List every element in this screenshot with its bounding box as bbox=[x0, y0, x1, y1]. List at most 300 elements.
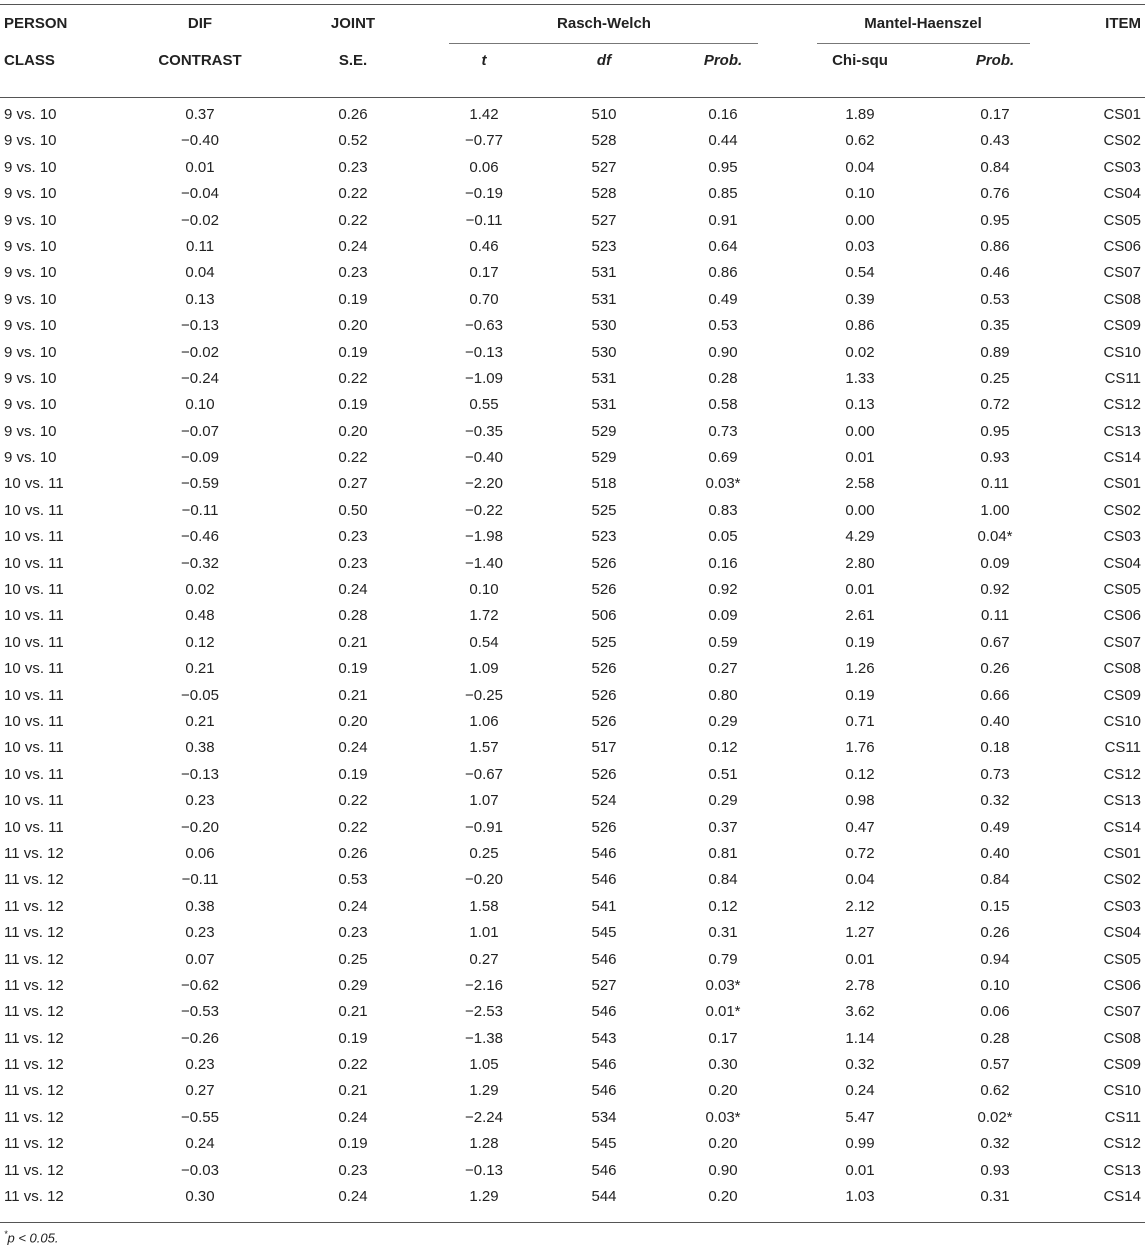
cell-prob-mh: 0.95 bbox=[980, 422, 1010, 440]
cell-prob-mh: 0.93 bbox=[980, 449, 1010, 467]
cell-chi-squ: 0.03 bbox=[845, 237, 875, 255]
cell-t: 1.09 bbox=[469, 660, 499, 678]
table-row bbox=[0, 1184, 1145, 1210]
cell-prob-rw: 0.85 bbox=[708, 185, 738, 203]
cell-item: CS04 bbox=[1103, 924, 1141, 942]
cell-dif-contrast: 0.01 bbox=[185, 158, 215, 176]
cell-prob-rw: 0.49 bbox=[708, 290, 738, 308]
table-row bbox=[0, 1026, 1145, 1052]
cell-prob-mh: 0.57 bbox=[980, 1056, 1010, 1074]
cell-t: −0.91 bbox=[465, 818, 503, 836]
cell-df: 524 bbox=[591, 792, 617, 810]
cell-joint-se: 0.21 bbox=[338, 1003, 368, 1021]
cell-dif-contrast: −0.20 bbox=[181, 818, 219, 836]
cell-prob-mh: 0.46 bbox=[980, 264, 1010, 282]
header-dif: DIF bbox=[187, 15, 213, 32]
cell-item: CS04 bbox=[1103, 185, 1141, 203]
cell-person-class: 11 vs. 12 bbox=[4, 1029, 64, 1047]
cell-df: 546 bbox=[591, 1056, 617, 1074]
cell-df: 526 bbox=[591, 554, 617, 572]
cell-df: 526 bbox=[591, 686, 617, 704]
cell-chi-squ: 0.01 bbox=[845, 1161, 875, 1179]
cell-df: 545 bbox=[591, 1135, 617, 1153]
table-row bbox=[0, 577, 1145, 603]
cell-joint-se: 0.24 bbox=[338, 1188, 368, 1206]
cell-df: 527 bbox=[591, 158, 617, 176]
cell-df: 525 bbox=[591, 633, 617, 651]
cell-prob-rw: 0.12 bbox=[708, 897, 738, 915]
cell-prob-rw: 0.01* bbox=[705, 1003, 741, 1021]
cell-joint-se: 0.19 bbox=[338, 396, 368, 414]
cell-person-class: 9 vs. 10 bbox=[4, 369, 57, 387]
cell-person-class: 10 vs. 11 bbox=[4, 607, 64, 625]
cell-item: CS13 bbox=[1103, 1161, 1141, 1179]
cell-person-class: 11 vs. 12 bbox=[4, 1082, 64, 1100]
cell-prob-rw: 0.59 bbox=[708, 633, 738, 651]
table-row bbox=[0, 155, 1145, 181]
cell-df: 546 bbox=[591, 1003, 617, 1021]
cell-t: −1.98 bbox=[465, 528, 503, 546]
cell-dif-contrast: −0.04 bbox=[181, 185, 219, 203]
cell-t: 0.10 bbox=[469, 581, 499, 599]
cell-item: CS04 bbox=[1103, 554, 1141, 572]
cell-prob-rw: 0.91 bbox=[708, 211, 738, 229]
cell-prob-mh: 0.26 bbox=[980, 660, 1010, 678]
cell-t: 1.28 bbox=[469, 1135, 499, 1153]
table-row bbox=[0, 1052, 1145, 1078]
cell-chi-squ: 3.62 bbox=[845, 1003, 875, 1021]
cell-joint-se: 0.22 bbox=[338, 792, 368, 810]
cell-item: CS05 bbox=[1103, 581, 1141, 599]
cell-person-class: 11 vs. 12 bbox=[4, 976, 64, 994]
table-row bbox=[0, 471, 1145, 497]
cell-joint-se: 0.29 bbox=[338, 976, 368, 994]
cell-prob-mh: 0.84 bbox=[980, 158, 1010, 176]
cell-prob-mh: 0.76 bbox=[980, 185, 1010, 203]
cell-prob-rw: 0.16 bbox=[708, 554, 738, 572]
cell-df: 526 bbox=[591, 818, 617, 836]
table-row bbox=[0, 445, 1145, 471]
cell-prob-mh: 0.32 bbox=[980, 792, 1010, 810]
cell-prob-rw: 0.09 bbox=[708, 607, 738, 625]
cell-prob-mh: 0.67 bbox=[980, 633, 1010, 651]
cell-dif-contrast: −0.05 bbox=[181, 686, 219, 704]
cell-person-class: 10 vs. 11 bbox=[4, 660, 64, 678]
cell-prob-mh: 0.62 bbox=[980, 1082, 1010, 1100]
cell-chi-squ: 0.19 bbox=[845, 686, 875, 704]
cell-person-class: 10 vs. 11 bbox=[4, 712, 64, 730]
cell-dif-contrast: 0.38 bbox=[185, 739, 215, 757]
cell-dif-contrast: −0.53 bbox=[181, 1003, 219, 1021]
cell-person-class: 9 vs. 10 bbox=[4, 343, 57, 361]
cell-dif-contrast: −0.11 bbox=[181, 501, 219, 519]
cell-chi-squ: 0.04 bbox=[845, 871, 875, 889]
cell-t: 0.17 bbox=[469, 264, 499, 282]
table-row bbox=[0, 1105, 1145, 1131]
cell-dif-contrast: −0.40 bbox=[181, 132, 219, 150]
cell-prob-rw: 0.27 bbox=[708, 660, 738, 678]
cell-df: 526 bbox=[591, 765, 617, 783]
cell-item: CS06 bbox=[1103, 976, 1141, 994]
cell-joint-se: 0.22 bbox=[338, 185, 368, 203]
cell-joint-se: 0.50 bbox=[338, 501, 368, 519]
table-row bbox=[0, 841, 1145, 867]
table-row bbox=[0, 551, 1145, 577]
cell-joint-se: 0.22 bbox=[338, 818, 368, 836]
table-row bbox=[0, 656, 1145, 682]
cell-prob-rw: 0.53 bbox=[708, 317, 738, 335]
cell-person-class: 10 vs. 11 bbox=[4, 633, 64, 651]
cell-item: CS03 bbox=[1103, 897, 1141, 915]
cell-joint-se: 0.28 bbox=[338, 607, 368, 625]
cell-df: 517 bbox=[591, 739, 617, 757]
cell-person-class: 10 vs. 11 bbox=[4, 475, 64, 493]
cell-prob-rw: 0.16 bbox=[708, 106, 738, 123]
cell-prob-rw: 0.31 bbox=[708, 924, 738, 942]
cell-t: −0.77 bbox=[465, 132, 503, 150]
cell-person-class: 10 vs. 11 bbox=[4, 686, 64, 704]
table-row bbox=[0, 683, 1145, 709]
cell-prob-mh: 0.26 bbox=[980, 924, 1010, 942]
table-row bbox=[0, 973, 1145, 999]
cell-joint-se: 0.23 bbox=[338, 264, 368, 282]
cell-df: 528 bbox=[591, 132, 617, 150]
cell-t: −2.16 bbox=[465, 976, 503, 994]
cell-joint-se: 0.23 bbox=[338, 158, 368, 176]
cell-prob-mh: 0.86 bbox=[980, 237, 1010, 255]
cell-item: CS11 bbox=[1104, 369, 1141, 387]
cell-item: CS12 bbox=[1103, 396, 1141, 414]
cell-df: 534 bbox=[591, 1108, 617, 1126]
cell-df: 531 bbox=[591, 264, 617, 282]
cell-dif-contrast: −0.26 bbox=[181, 1029, 219, 1047]
cell-chi-squ: 0.72 bbox=[845, 844, 875, 862]
header-contrast: CONTRAST bbox=[158, 52, 242, 69]
cell-chi-squ: 0.13 bbox=[845, 396, 875, 414]
cell-prob-rw: 0.20 bbox=[708, 1135, 738, 1153]
cell-prob-rw: 0.81 bbox=[708, 844, 738, 862]
cell-t: 0.46 bbox=[469, 237, 499, 255]
cell-item: CS03 bbox=[1103, 158, 1141, 176]
cell-item: CS02 bbox=[1103, 132, 1141, 150]
cell-df: 546 bbox=[591, 871, 617, 889]
cell-person-class: 9 vs. 10 bbox=[4, 422, 57, 440]
cell-item: CS08 bbox=[1103, 290, 1141, 308]
header-rasch-welch: Rasch-Welch bbox=[557, 15, 651, 32]
cell-chi-squ: 2.58 bbox=[845, 475, 875, 493]
cell-t: −0.19 bbox=[465, 185, 503, 203]
cell-prob-mh: 0.92 bbox=[980, 581, 1010, 599]
cell-joint-se: 0.23 bbox=[338, 528, 368, 546]
cell-person-class: 9 vs. 10 bbox=[4, 449, 57, 467]
cell-joint-se: 0.22 bbox=[338, 211, 368, 229]
cell-person-class: 9 vs. 10 bbox=[4, 237, 57, 255]
footnote-mark: * bbox=[4, 1229, 8, 1240]
cell-chi-squ: 1.33 bbox=[845, 369, 875, 387]
cell-prob-rw: 0.03* bbox=[705, 1108, 741, 1126]
table-row bbox=[0, 524, 1145, 550]
cell-prob-mh: 0.18 bbox=[980, 739, 1010, 757]
cell-t: 1.06 bbox=[469, 712, 499, 730]
cell-prob-mh: 0.02* bbox=[977, 1108, 1013, 1126]
cell-joint-se: 0.24 bbox=[338, 581, 368, 599]
cell-dif-contrast: −0.13 bbox=[181, 765, 219, 783]
table-row bbox=[0, 208, 1145, 234]
cell-chi-squ: 2.61 bbox=[845, 607, 875, 625]
cell-prob-rw: 0.90 bbox=[708, 1161, 738, 1179]
header-item: ITEM bbox=[1105, 15, 1141, 32]
table-row bbox=[0, 102, 1145, 128]
cell-df: 523 bbox=[591, 237, 617, 255]
cell-t: −1.38 bbox=[465, 1029, 503, 1047]
cell-df: 546 bbox=[591, 950, 617, 968]
cell-t: 1.29 bbox=[469, 1082, 499, 1100]
table-row bbox=[0, 894, 1145, 920]
cell-df: 525 bbox=[591, 501, 617, 519]
cell-joint-se: 0.24 bbox=[338, 897, 368, 915]
cell-t: 0.55 bbox=[469, 396, 499, 414]
cell-chi-squ: 0.00 bbox=[845, 422, 875, 440]
cell-chi-squ: 0.71 bbox=[845, 712, 875, 730]
cell-prob-mh: 0.84 bbox=[980, 871, 1010, 889]
cell-prob-rw: 0.30 bbox=[708, 1056, 738, 1074]
cell-chi-squ: 0.10 bbox=[845, 185, 875, 203]
cell-df: 518 bbox=[591, 475, 617, 493]
cell-t: 1.57 bbox=[469, 739, 499, 757]
cell-chi-squ: 0.19 bbox=[845, 633, 875, 651]
cell-person-class: 11 vs. 12 bbox=[4, 844, 64, 862]
table-row bbox=[0, 762, 1145, 788]
cell-joint-se: 0.21 bbox=[338, 686, 368, 704]
cell-person-class: 9 vs. 10 bbox=[4, 264, 57, 282]
cell-t: 1.07 bbox=[469, 792, 499, 810]
cell-prob-rw: 0.80 bbox=[708, 686, 738, 704]
cell-person-class: 11 vs. 12 bbox=[4, 871, 64, 889]
cell-dif-contrast: −0.03 bbox=[181, 1161, 219, 1179]
cell-chi-squ: 1.76 bbox=[845, 739, 875, 757]
cell-person-class: 9 vs. 10 bbox=[4, 106, 57, 123]
cell-t: −1.40 bbox=[465, 554, 503, 572]
table-row bbox=[0, 920, 1145, 946]
cell-chi-squ: 5.47 bbox=[845, 1108, 875, 1126]
cell-dif-contrast: 0.11 bbox=[185, 237, 215, 255]
cell-prob-rw: 0.20 bbox=[708, 1082, 738, 1100]
table-row bbox=[0, 260, 1145, 286]
cell-dif-contrast: 0.21 bbox=[185, 660, 215, 678]
cell-joint-se: 0.21 bbox=[338, 1082, 368, 1100]
cell-df: 526 bbox=[591, 712, 617, 730]
cell-dif-contrast: 0.21 bbox=[185, 712, 215, 730]
cell-dif-contrast: −0.55 bbox=[181, 1108, 219, 1126]
cell-dif-contrast: 0.30 bbox=[185, 1188, 215, 1206]
cell-df: 545 bbox=[591, 924, 617, 942]
table-row bbox=[0, 630, 1145, 656]
cell-joint-se: 0.26 bbox=[338, 844, 368, 862]
cell-joint-se: 0.27 bbox=[338, 475, 368, 493]
cell-df: 543 bbox=[591, 1029, 617, 1047]
cell-person-class: 11 vs. 12 bbox=[4, 1135, 64, 1153]
cell-dif-contrast: 0.06 bbox=[185, 844, 215, 862]
cell-prob-mh: 0.25 bbox=[980, 369, 1010, 387]
cell-chi-squ: 0.00 bbox=[845, 501, 875, 519]
cell-prob-mh: 0.35 bbox=[980, 317, 1010, 335]
table-row bbox=[0, 313, 1145, 339]
cell-item: CS02 bbox=[1103, 871, 1141, 889]
cell-chi-squ: 0.54 bbox=[845, 264, 875, 282]
cell-item: CS13 bbox=[1103, 422, 1141, 440]
cell-joint-se: 0.26 bbox=[338, 106, 368, 123]
table-header bbox=[0, 5, 1145, 91]
cell-t: −0.13 bbox=[465, 343, 503, 361]
cell-t: −1.09 bbox=[465, 369, 503, 387]
cell-chi-squ: 0.04 bbox=[845, 158, 875, 176]
cell-dif-contrast: 0.10 bbox=[185, 396, 215, 414]
header-mantel-haenszel: Mantel-Haenszel bbox=[864, 15, 982, 32]
cell-item: CS11 bbox=[1104, 739, 1141, 757]
cell-joint-se: 0.22 bbox=[338, 1056, 368, 1074]
cell-df: 523 bbox=[591, 528, 617, 546]
cell-dif-contrast: −0.02 bbox=[181, 211, 219, 229]
cell-chi-squ: 0.01 bbox=[845, 449, 875, 467]
cell-person-class: 10 vs. 11 bbox=[4, 581, 64, 599]
cell-chi-squ: 2.80 bbox=[845, 554, 875, 572]
table-row bbox=[0, 735, 1145, 761]
cell-person-class: 10 vs. 11 bbox=[4, 554, 64, 572]
table-row bbox=[0, 234, 1145, 260]
cell-person-class: 11 vs. 12 bbox=[4, 1161, 64, 1179]
table-row bbox=[0, 867, 1145, 893]
cell-prob-rw: 0.95 bbox=[708, 158, 738, 176]
rasch-welch-underline bbox=[449, 43, 758, 44]
cell-chi-squ: 0.98 bbox=[845, 792, 875, 810]
cell-prob-rw: 0.03* bbox=[705, 976, 741, 994]
cell-prob-mh: 1.00 bbox=[980, 501, 1010, 519]
cell-joint-se: 0.22 bbox=[338, 449, 368, 467]
cell-prob-rw: 0.44 bbox=[708, 132, 738, 150]
cell-df: 544 bbox=[591, 1188, 617, 1206]
cell-df: 528 bbox=[591, 185, 617, 203]
cell-prob-mh: 0.28 bbox=[980, 1029, 1010, 1047]
cell-dif-contrast: 0.27 bbox=[185, 1082, 215, 1100]
cell-t: 0.70 bbox=[469, 290, 499, 308]
cell-t: −2.20 bbox=[465, 475, 503, 493]
cell-dif-contrast: 0.12 bbox=[185, 633, 215, 651]
cell-chi-squ: 0.47 bbox=[845, 818, 875, 836]
table-row bbox=[0, 788, 1145, 814]
table-row bbox=[0, 392, 1145, 418]
cell-df: 506 bbox=[591, 607, 617, 625]
cell-dif-contrast: 0.07 bbox=[185, 950, 215, 968]
cell-chi-squ: 1.89 bbox=[845, 106, 875, 123]
table-row bbox=[0, 287, 1145, 313]
cell-joint-se: 0.19 bbox=[338, 660, 368, 678]
cell-item: CS10 bbox=[1103, 712, 1141, 730]
cell-joint-se: 0.22 bbox=[338, 369, 368, 387]
cell-person-class: 11 vs. 12 bbox=[4, 924, 64, 942]
cell-joint-se: 0.23 bbox=[338, 554, 368, 572]
cell-chi-squ: 0.62 bbox=[845, 132, 875, 150]
cell-person-class: 9 vs. 10 bbox=[4, 290, 57, 308]
header-prob-rw: Prob. bbox=[703, 52, 743, 69]
cell-prob-mh: 0.72 bbox=[980, 396, 1010, 414]
cell-df: 510 bbox=[591, 106, 617, 123]
cell-joint-se: 0.19 bbox=[338, 765, 368, 783]
cell-item: CS07 bbox=[1103, 264, 1141, 282]
cell-person-class: 10 vs. 11 bbox=[4, 792, 64, 810]
cell-joint-se: 0.19 bbox=[338, 290, 368, 308]
cell-joint-se: 0.20 bbox=[338, 422, 368, 440]
table-row bbox=[0, 999, 1145, 1025]
cell-prob-rw: 0.90 bbox=[708, 343, 738, 361]
cell-person-class: 9 vs. 10 bbox=[4, 132, 57, 150]
cell-dif-contrast: 0.02 bbox=[185, 581, 215, 599]
cell-item: CS08 bbox=[1103, 1029, 1141, 1047]
cell-prob-mh: 0.32 bbox=[980, 1135, 1010, 1153]
cell-df: 526 bbox=[591, 581, 617, 599]
cell-prob-mh: 0.89 bbox=[980, 343, 1010, 361]
header-df: df bbox=[596, 52, 612, 69]
cell-item: CS07 bbox=[1103, 1003, 1141, 1021]
cell-dif-contrast: 0.24 bbox=[185, 1135, 215, 1153]
table-row bbox=[0, 815, 1145, 841]
cell-joint-se: 0.24 bbox=[338, 1108, 368, 1126]
cell-df: 531 bbox=[591, 369, 617, 387]
cell-t: 1.01 bbox=[469, 924, 499, 942]
table-row bbox=[0, 340, 1145, 366]
cell-prob-rw: 0.05 bbox=[708, 528, 738, 546]
table-row bbox=[0, 603, 1145, 629]
cell-prob-rw: 0.03* bbox=[705, 475, 741, 493]
cell-item: CS05 bbox=[1103, 950, 1141, 968]
cell-df: 541 bbox=[591, 897, 617, 915]
cell-item: CS03 bbox=[1103, 528, 1141, 546]
cell-joint-se: 0.19 bbox=[338, 343, 368, 361]
cell-t: 0.25 bbox=[469, 844, 499, 862]
cell-prob-rw: 0.83 bbox=[708, 501, 738, 519]
header-se: S.E. bbox=[338, 52, 368, 69]
footnote bbox=[0, 1229, 1145, 1245]
cell-prob-rw: 0.12 bbox=[708, 739, 738, 757]
cell-chi-squ: 0.39 bbox=[845, 290, 875, 308]
cell-person-class: 9 vs. 10 bbox=[4, 185, 57, 203]
cell-df: 527 bbox=[591, 976, 617, 994]
cell-joint-se: 0.24 bbox=[338, 237, 368, 255]
header-prob-mh: Prob. bbox=[975, 52, 1015, 69]
cell-prob-mh: 0.10 bbox=[980, 976, 1010, 994]
cell-chi-squ: 1.14 bbox=[845, 1029, 875, 1047]
cell-joint-se: 0.21 bbox=[338, 633, 368, 651]
cell-person-class: 11 vs. 12 bbox=[4, 897, 64, 915]
cell-joint-se: 0.19 bbox=[338, 1135, 368, 1153]
cell-t: −2.24 bbox=[465, 1108, 503, 1126]
cell-t: −0.63 bbox=[465, 317, 503, 335]
cell-prob-rw: 0.69 bbox=[708, 449, 738, 467]
cell-t: 0.06 bbox=[469, 158, 499, 176]
cell-prob-rw: 0.51 bbox=[708, 765, 738, 783]
header-person: PERSON bbox=[4, 15, 68, 32]
cell-prob-mh: 0.17 bbox=[980, 106, 1010, 123]
cell-person-class: 9 vs. 10 bbox=[4, 211, 57, 229]
cell-joint-se: 0.23 bbox=[338, 1161, 368, 1179]
header-t: t bbox=[481, 52, 487, 69]
table-row bbox=[0, 1158, 1145, 1184]
cell-chi-squ: 0.12 bbox=[845, 765, 875, 783]
cell-df: 526 bbox=[591, 660, 617, 678]
cell-item: CS05 bbox=[1103, 211, 1141, 229]
cell-item: CS09 bbox=[1103, 1056, 1141, 1074]
cell-item: CS06 bbox=[1103, 237, 1141, 255]
cell-prob-rw: 0.28 bbox=[708, 369, 738, 387]
